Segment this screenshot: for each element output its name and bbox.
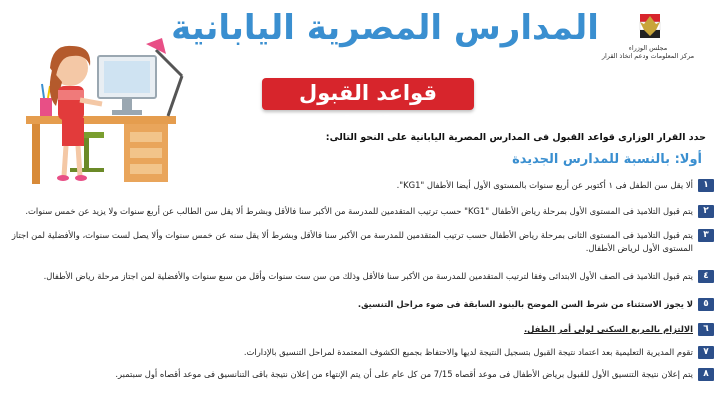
rule-text: الالتزام بالمربع السكنى لولى أمر الطفل. bbox=[523, 324, 693, 334]
rule-number: ٨ bbox=[698, 368, 714, 381]
rule-number: ٧ bbox=[698, 346, 714, 359]
rule-text: ألا يقل سن الطفل فى ١ أكتوبر عن أربع سنوات بالمستوى الأول أيضا الأطفال "KG1". bbox=[396, 180, 693, 190]
subtitle-banner: قواعد القبول والنقل bbox=[262, 78, 474, 110]
rule-number: ٢ bbox=[698, 205, 714, 218]
logo-caption-line1: مجلس الوزراء bbox=[628, 44, 668, 52]
rule-text: تقوم المديرية التعليمية بعد اعتماد نتيجة القبول بتسجيل النتيجة لديها والاحتفاظ بجميع الكشوف المعتمدة لمراحل التنسيق بالإدارات. bbox=[243, 347, 693, 357]
page-title: المدارس المصرية اليابانية bbox=[171, 8, 599, 48]
header bbox=[0, 0, 720, 136]
list-item bbox=[9, 205, 714, 218]
rule-text: يتم قبول التلاميذ فى الصف الأول الابتدائى وفقا لترتيب المتقدمين للمدرسة من الأكبر سنا فالأقل وذلك من سن ست سنوات وأقل من سبع سنوات والأفضلية لمن اجتاز مرحلة رياض الأطفال. bbox=[43, 271, 693, 281]
rule-text: لا يجوز الاستثناء من شرط السن الموضح بالبنود السابقة فى ضوء مراحل التنسيق. bbox=[357, 299, 693, 309]
rule-text: يتم قبول التلاميذ فى المستوى الأول بمرحلة رياض الأطفال "KG1" حسب ترتيب المتقدمين للمدرسة من الأكبر سنا فالأقل وبشرط ألا يقل سن الطالب عن أربع سنوات ولا يزيد عن خمس سنوات. bbox=[25, 206, 693, 216]
list-item bbox=[9, 270, 714, 283]
rule-text: يتم إعلان نتيجة التنسيق الأول للقبول برياض الأطفال فى موعد أقصاه 7/15 من كل عام على أن يتم الإنتهاء من إعلان نتيجة باقى التنانسيق فى موعد أقصاه أول سبتمبر. bbox=[115, 369, 693, 379]
list-item bbox=[9, 368, 714, 381]
logo-caption-line2: مركز المعلومات ودعم اتخاذ القرار bbox=[601, 52, 695, 60]
egypt-cabinet-logo bbox=[610, 10, 690, 70]
rule-number: ٦ bbox=[698, 323, 714, 336]
rule-text: يتم قبول التلاميذ فى المستوى الثانى بمرحلة رياض الأطفال حسب ترتيب المتقدمين للمدرسة من الأكبر سنا فالأقل وبشرط ألا يقل سنه عن خمس سنوات وألا يصل لست سنوات، والأفضلية لمن اجتاز المستوى الأول لرياض الأطفال. bbox=[11, 230, 693, 253]
rule-number: ٣ bbox=[698, 229, 714, 242]
list-item bbox=[9, 346, 714, 359]
section-heading: أولا: بالنسبة للمدارس الجديدة bbox=[512, 152, 702, 167]
list-item bbox=[9, 229, 714, 255]
list-item bbox=[9, 298, 714, 311]
intro-text: حدد القرار الوزارى قواعد القبول فى المدارس المصرية اليابانية على النحو التالى: bbox=[325, 132, 706, 143]
rule-number: ٥ bbox=[698, 298, 714, 311]
rule-number: ٤ bbox=[698, 270, 714, 283]
logo-caption bbox=[598, 44, 698, 60]
list-item bbox=[9, 179, 714, 192]
rule-number: ١ bbox=[698, 179, 714, 192]
list-item bbox=[9, 323, 714, 336]
